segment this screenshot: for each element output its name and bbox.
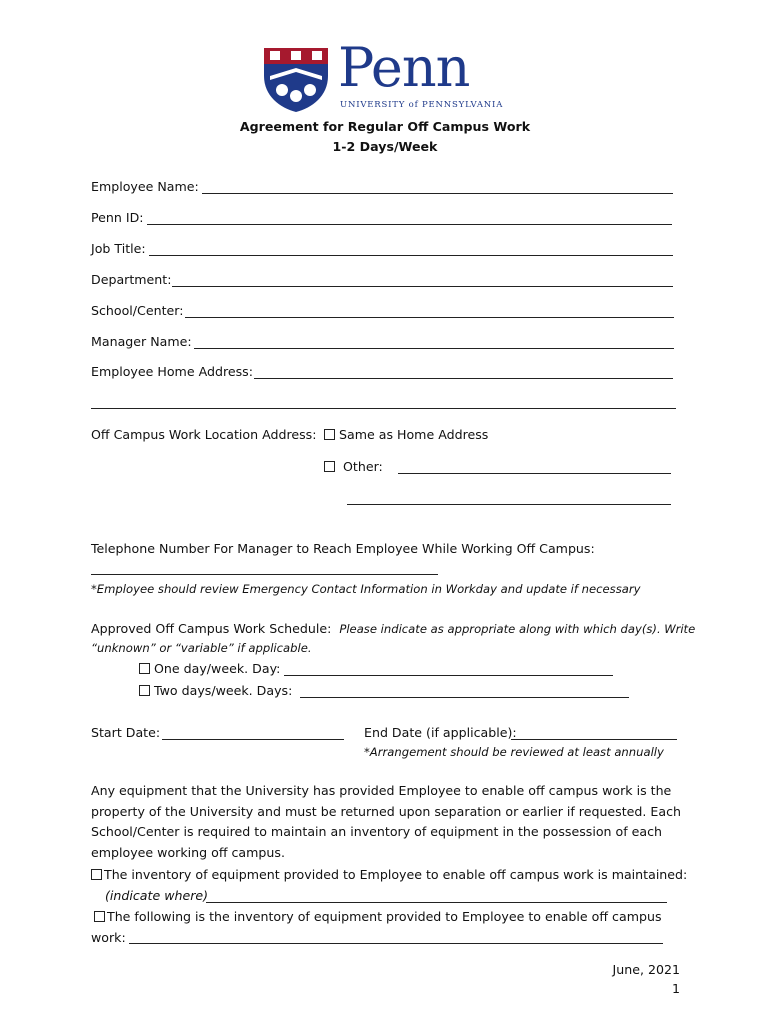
employee-name-label: Employee Name: bbox=[91, 179, 199, 194]
other-location-checkbox[interactable] bbox=[324, 461, 335, 472]
department-field[interactable] bbox=[172, 286, 673, 287]
penn-logo bbox=[262, 36, 512, 114]
location-label: Off Campus Work Location Address: bbox=[91, 427, 317, 442]
penn-subline: UNIVERSITY of PENNSYLVANIA bbox=[340, 100, 504, 110]
home-address-field[interactable] bbox=[254, 378, 673, 379]
footer-date: June, 2021 bbox=[612, 962, 680, 977]
schedule-section bbox=[91, 621, 695, 636]
inventory-location-field[interactable] bbox=[206, 902, 667, 903]
two-days-option[interactable] bbox=[139, 683, 292, 698]
department-label: Department: bbox=[91, 272, 172, 287]
school-center-field[interactable] bbox=[185, 317, 674, 318]
inventory-list-cont: work: bbox=[91, 930, 126, 945]
manager-name-field[interactable] bbox=[194, 348, 674, 349]
end-date-field[interactable] bbox=[511, 739, 677, 740]
same-as-home-checkbox[interactable] bbox=[324, 429, 335, 440]
two-days-checkbox[interactable] bbox=[139, 685, 150, 696]
start-date-field[interactable] bbox=[162, 739, 344, 740]
home-address-field-line2[interactable] bbox=[91, 408, 676, 409]
job-title-label: Job Title: bbox=[91, 241, 146, 256]
equipment-paragraph: Any equipment that the University has provided Employee to enable off campus work is the property of the University and must be returned upon separation or earlier if requested. Each School/Center is required to maintain an inventory of equipment in the possession of each employee working off campus. bbox=[91, 783, 682, 860]
manager-name-label: Manager Name: bbox=[91, 334, 192, 349]
inventory-list-option[interactable] bbox=[94, 909, 662, 924]
same-as-home-option[interactable] bbox=[324, 427, 488, 442]
penn-id-label: Penn ID: bbox=[91, 210, 144, 225]
school-center-label: School/Center: bbox=[91, 303, 184, 318]
inventory-maintained-checkbox[interactable] bbox=[91, 869, 102, 880]
one-day-option[interactable] bbox=[139, 661, 280, 676]
schedule-instruction: Please indicate as appropriate along with which day(s). Write bbox=[339, 622, 696, 636]
other-location-field[interactable] bbox=[398, 473, 671, 474]
employee-name-field[interactable] bbox=[202, 193, 673, 194]
form-subtitle: 1-2 Days/Week bbox=[332, 139, 438, 154]
home-address-label: Employee Home Address: bbox=[91, 364, 253, 379]
inventory-maintained-option[interactable] bbox=[91, 867, 687, 882]
end-date-label: End Date (if applicable): bbox=[364, 725, 517, 740]
schedule-instruction-cont: “unknown” or “variable” if applicable. bbox=[91, 641, 312, 655]
schedule-label: Approved Off Campus Work Schedule: bbox=[91, 621, 332, 636]
inventory-maintained-label: The inventory of equipment provided to Employee to enable off campus work is maintained: bbox=[104, 867, 688, 882]
form-title: Agreement for Regular Off Campus Work bbox=[239, 119, 531, 134]
emergency-contact-note: *Employee should review Emergency Contact Information in Workday and update if necessary bbox=[91, 582, 641, 596]
one-day-label: One day/week. Day: bbox=[154, 661, 281, 676]
review-note: *Arrangement should be reviewed at least annually bbox=[364, 745, 664, 759]
inventory-list-checkbox[interactable] bbox=[94, 911, 105, 922]
inventory-list-label: The following is the inventory of equipment provided to Employee to enable off campus bbox=[107, 909, 662, 924]
telephone-field[interactable] bbox=[91, 574, 438, 575]
two-days-label: Two days/week. Days: bbox=[154, 683, 293, 698]
penn-wordmark: Penn bbox=[338, 36, 470, 99]
page-number: 1 bbox=[671, 981, 680, 996]
indicate-where-label: (indicate where) bbox=[105, 888, 209, 903]
start-date-label: Start Date: bbox=[91, 725, 161, 740]
other-location-option[interactable] bbox=[324, 459, 383, 474]
other-location-field-line2[interactable] bbox=[347, 504, 671, 505]
one-day-checkbox[interactable] bbox=[139, 663, 150, 674]
one-day-field[interactable] bbox=[284, 675, 613, 676]
penn-shield-icon bbox=[262, 46, 330, 114]
same-as-home-label: Same as Home Address bbox=[339, 427, 489, 442]
two-days-field[interactable] bbox=[300, 697, 629, 698]
penn-id-field[interactable] bbox=[147, 224, 672, 225]
inventory-list-field[interactable] bbox=[129, 943, 663, 944]
telephone-label: Telephone Number For Manager to Reach Employee While Working Off Campus: bbox=[91, 541, 595, 556]
job-title-field[interactable] bbox=[149, 255, 673, 256]
other-location-label: Other: bbox=[343, 459, 383, 474]
